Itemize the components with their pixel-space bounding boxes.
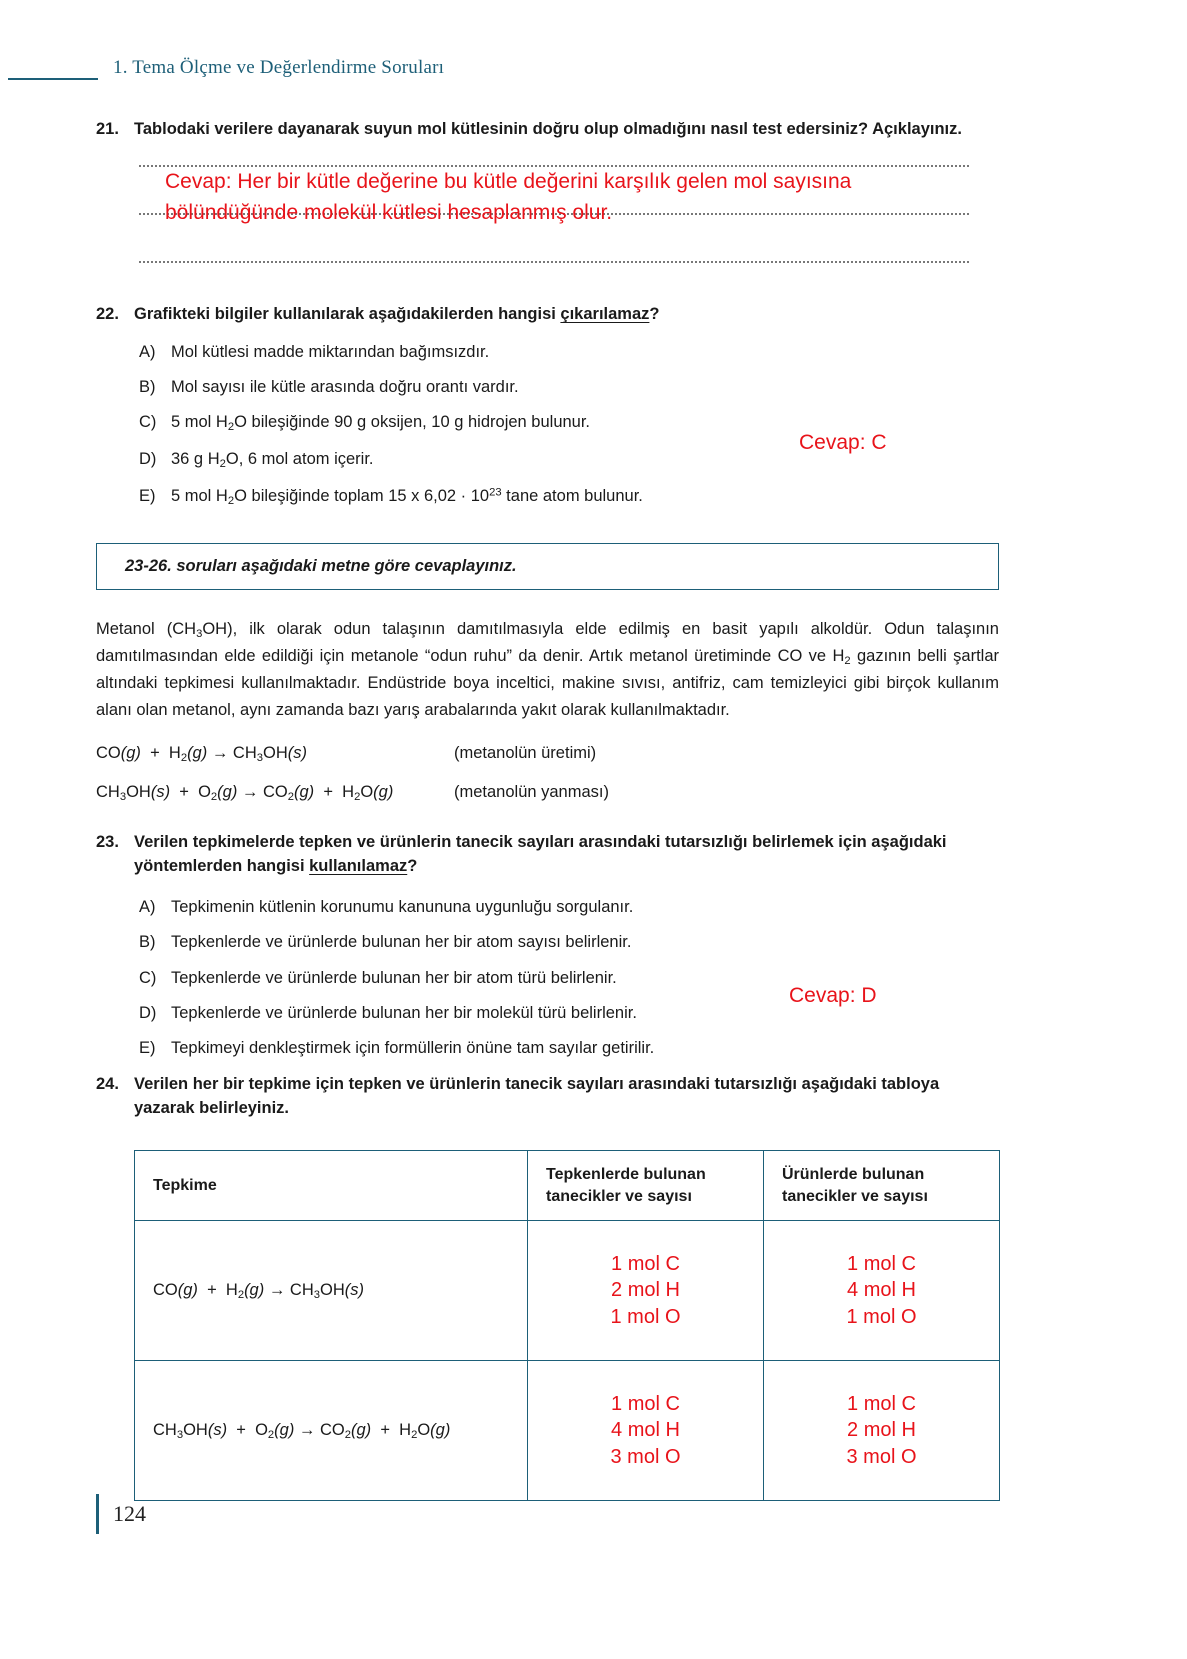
question-22-text [134,303,999,326]
reactant-line: 3 mol O [610,1445,681,1468]
option-e[interactable] [139,485,999,509]
question-23-stem-end: ? [407,856,418,875]
option-c-letter: C) [139,968,157,987]
reactant-line: 2 mol H [611,1279,680,1302]
question-23-stem: Verilen tepkimelerde tepken ve ürünlerin tanecik sayıları arasındaki tutarsızlığı belirlemek için aşağıdaki yöntemlerden hangisi [134,833,947,875]
option-d-text: 36 g $H_2O$, 6 mol atom içerir. [171,450,374,471]
option-d-text: Tepkenlerde ve ürünlerde bulunan her bir molekül türü belirlenir. [171,1003,637,1022]
reactant-line: 1 mol O [610,1305,681,1328]
option-a[interactable] [139,341,999,363]
product-line: 1 mol O [846,1305,917,1328]
question-24 [96,1073,999,1120]
option-d-letter: D) [139,1003,157,1022]
header-cell-tepkenler: Tepkenlerde bulunan tanecikler ve sayısı [528,1151,764,1221]
option-b-text: Tepkenlerde ve ürünlerde bulunan her bir atom sayısı belirlenir. [171,933,632,952]
question-21-answer-area[interactable] [139,165,969,269]
option-d-letter: D) [139,450,157,469]
equation-row-1 [96,744,999,764]
tanecik-table [134,1150,1000,1501]
row-1-reactants [528,1221,764,1361]
footer-accent-bar [96,1494,99,1534]
product-line: 4 mol H [847,1279,916,1302]
table-row [135,1221,1000,1361]
option-e-text: Tepkimeyi denkleştirmek için formüllerin önüne tam sayılar getirilir. [171,1039,655,1058]
question-23-text [134,831,999,878]
reactant-line: 1 mol C [611,1393,680,1416]
question-22-stem: Grafikteki bilgiler kullanılarak aşağıdakilerden hangisi [134,305,561,324]
question-23 [96,831,999,878]
question-21 [96,118,999,141]
equation-1-formula: $CO(g) + H_2(g) \to CH_3OH(s)$ [96,743,307,764]
reading-passage: Metanol $(CH_3OH)$, ilk olarak odun talaşının damıtılmasıyla elde edilmiş en basit yapılı alkoldür. Odun talaşının damıtılmasından elde edildiği için metanole “odun ruhu” da denir. Artık metanol üretiminde CO ve $H_2$ gazının belli şartlar altındaki tepkimesi kullanılmaktadır. Endüstride boya inceltici, makine sıvısı, antifriz, cam temizleyici gibi birçok kullanım alanı olan metanol, aynı zamanda bazı yarış arabalarında yakıt olarak kullanılmaktadır. [96,620,999,719]
question-24-number: 24. [96,1075,119,1094]
row-2-products [764,1361,1000,1501]
header-cell-urunler: Ürünlerde bulunan tanecikler ve sayısı [764,1151,1000,1221]
reactant-line: 1 mol C [611,1253,680,1276]
option-a-text: Tepkimenin kütlenin korunumu kanununa uygunluğu sorgulanır. [171,898,634,916]
row-1-reaction: $CO(g) + H_2(g) \to CH_3OH(s)$ [135,1221,528,1361]
option-a-text: Mol kütlesi madde miktarından bağımsızdır. [171,342,490,361]
equation-row-2 [96,783,999,803]
header-cell-tepkime: Tepkime [135,1151,528,1221]
question-23-options [139,896,999,1059]
option-b[interactable] [139,376,999,398]
question-22-keyword: çıkarılamaz [560,305,650,324]
option-c-letter: C) [139,413,157,432]
option-c-text: Tepkenlerde ve ürünlerde bulunan her bir atom türü belirlenir. [171,968,617,987]
tanecik-table-wrapper [134,1150,999,1501]
option-e-letter: E) [139,487,156,506]
equation-1-note: (metanolün üretimi) [454,743,597,762]
page-header [0,57,1187,97]
question-23-number: 23. [96,833,119,852]
option-a-letter: A) [139,898,156,916]
passage-instruction-box [96,543,999,590]
header-title: 1. Tema Ölçme ve Değerlendirme Soruları [113,57,445,78]
option-b[interactable] [139,931,999,953]
option-b-text: Mol sayısı ile kütle arasında doğru orantı vardır. [171,378,519,397]
table-row [135,1361,1000,1501]
question-23-keyword: kullanılamaz [309,856,408,875]
page-number: 124 [113,1501,146,1526]
row-1-products [764,1221,1000,1361]
option-b-letter: B) [139,378,156,397]
dotted-line [139,261,969,263]
question-22-stem-end: ? [649,305,660,324]
question-21-text: Tablodaki verilere dayanarak suyun mol kütlesinin doğru olup olmadığını nasıl test edersiniz? Açıklayınız. [134,120,962,138]
question-21-handwritten-answer: Cevap: Her bir kütle değerine bu kütle değerini karşılık gelen mol sayısına bölündüğünde molekül kütlesi hesaplanmış olur. [165,170,852,225]
row-2-reaction: $CH_3OH(s) + O_2(g) \to CO_2(g) + H_2O(g)$ [135,1361,528,1501]
product-line: 1 mol C [847,1393,916,1416]
option-c-text: 5 mol $H_2O$ bileşiğinde 90 g oksijen, 10 g hidrojen bulunur. [171,413,591,434]
reactant-line: 4 mol H [611,1419,680,1442]
question-22-answer-stamp: Cevap: C [799,430,887,454]
option-a-letter: A) [139,342,156,361]
equation-2-formula: $CH_3OH(s) + O_2(g) \to CO_2(g) + H_2O(g)$ [96,783,394,804]
question-22 [96,303,999,326]
product-line: 3 mol O [846,1445,917,1468]
passage-instruction-label: 23-26. soruları aşağıdaki metne göre cevaplayınız. [125,557,517,576]
question-22-options [139,341,999,509]
product-line: 1 mol C [847,1253,916,1276]
page-footer [96,1494,146,1534]
option-e[interactable] [139,1037,999,1059]
table-header-row [135,1151,1000,1221]
option-b-letter: B) [139,933,156,952]
option-e-text: 5 mol $H_2O$ bileşiğinde toplam 15 x $6,02 \cdot 10^{23}$ tane atom bulunur. [171,486,643,508]
option-e-letter: E) [139,1039,156,1058]
header-rule [8,78,98,80]
option-a[interactable] [139,896,999,918]
question-21-number: 21. [96,120,119,138]
row-2-reactants [528,1361,764,1501]
question-23-answer-stamp: Cevap: D [789,984,877,1007]
product-line: 2 mol H [847,1419,916,1442]
question-24-text: Verilen her bir tepkime için tepken ve ürünlerin tanecik sayıları arasındaki tutarsızlığı aşağıdaki tabloya yazarak belirleyiniz. [134,1075,940,1117]
page-content [96,118,999,1501]
equation-2-note: (metanolün yanması) [454,783,609,802]
question-22-number: 22. [96,305,119,324]
